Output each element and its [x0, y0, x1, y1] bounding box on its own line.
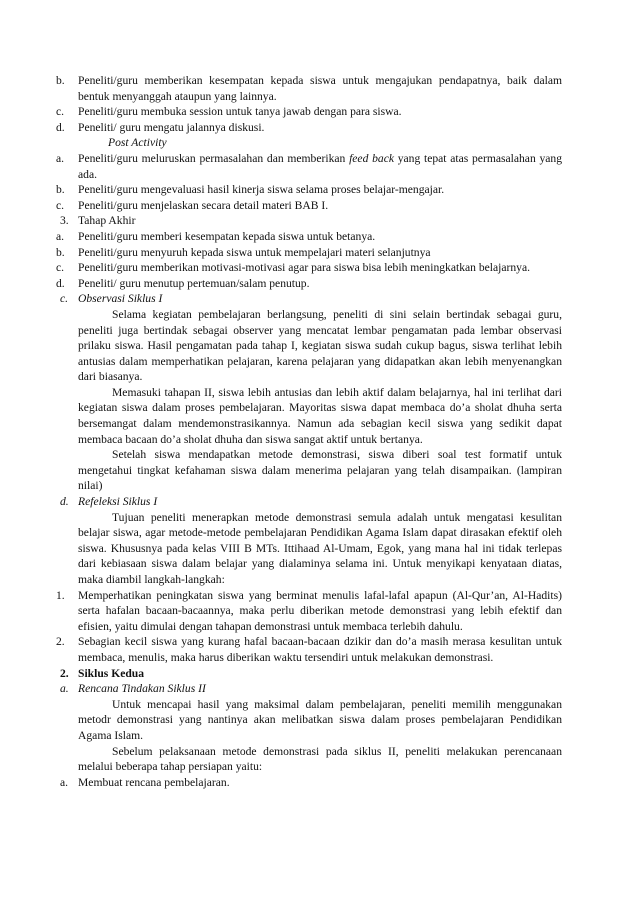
- paragraph: Setelah siswa mendapatkan metode demonstrasi, siswa diberi soal test formatif untuk mengetahui tingkat kefahaman siswa dalam menerima pelajaran yang telah disampaikan. (lampiran nilai): [78, 448, 562, 493]
- list-text: Peneliti/guru mengevaluasi hasil kinerja siswa selama proses belajar-mengajar.: [78, 183, 445, 197]
- text-part: yang tepat atas permasalahan yang ada.: [78, 151, 563, 181]
- list-text: Peneliti/guru menjelaskan secara detail materi BAB I.: [78, 198, 329, 212]
- list-item: [56, 120, 562, 136]
- list-item: [56, 775, 562, 791]
- subheading: Post Activity: [108, 136, 167, 150]
- paragraph: Selama kegiatan pembelajaran berlangsung, peneliti di sini selain bertindak sebagai guru, peneliti juga bertindak sebagai observer yang mencatat lembar pengamatan pada lembar observasi prilaku siswa. Hasil pengamatan pada tahap I, kegiatan siswa sudah cukup bagus, siswa terlihat lebih antusias dalam memperhatikan pelajaran, karena pelajaran yang didapatkan akan lebih menyenangkan dari biasanya.: [78, 307, 562, 384]
- list-marker: a.: [60, 682, 69, 696]
- paragraph: Untuk mencapai hasil yang maksimal dalam pembelajaran, peneliti memilih menggunakan metodr demonstrasi yang nantinya akan melibatkan siswa dalam proses pembelajaran Pendidikan Agama Islam.: [78, 697, 562, 742]
- list-item: [56, 104, 562, 120]
- list-text: Peneliti/guru membuka session untuk tanya jawab dengan para siswa.: [78, 105, 402, 119]
- list-text: Memperhatikan peningkatan siswa yang berminat menulis lafal-lafal apapun (Al-Qur’an, Al-Hadits) serta hafalan bacaan-bacaannya, maka perlu diberikan metode demonstrasi yang lebih efektif dan efisien, yaitu dimulai dengan tahapan demonstrasi untuk membaca terlebih dahulu.: [78, 588, 562, 633]
- list-marker: b.: [56, 74, 65, 87]
- list-item: [56, 198, 562, 214]
- list-text: Peneliti/ guru menutup pertemuan/salam penutup.: [78, 276, 310, 290]
- list-text: Siklus Kedua: [78, 666, 145, 680]
- list-marker: a.: [56, 229, 65, 243]
- list-marker: a.: [60, 775, 69, 789]
- list-marker: c.: [56, 105, 65, 119]
- list-text: Peneliti/guru memberikan motivasi-motivasi agar para siswa bisa lebih meningkatkan belajarnya.: [78, 261, 531, 275]
- list-marker: c.: [60, 292, 69, 306]
- list-item: [56, 245, 562, 261]
- list-item: [56, 291, 562, 307]
- list-marker: 2.: [56, 635, 65, 649]
- list-marker: c.: [56, 261, 65, 275]
- list-marker: a.: [56, 151, 65, 165]
- list-marker: b.: [56, 245, 65, 259]
- list-text: Sebagian kecil siswa yang kurang hafal bacaan-bacaan dzikir dan do’a masih merasa kesulitan untuk membaca, menulis, maka harus diberikan waktu tersendiri untuk melakukan demonstrasi.: [78, 635, 562, 664]
- list-marker: 2.: [60, 666, 69, 680]
- list-item: [56, 666, 562, 682]
- paragraph: Memasuki tahapan II, siswa lebih antusias dan lebih aktif dalam belajarnya, hal ini terlihat dari kegiatan siswa dalam proses pembelajaran. Mayoritas siswa dapat membaca do’a sholat dhuha serta bersemangat dalam mendemonstrasikannya. Namun ada sebagian kecil siswa yang sedikit dapat membaca bacaan do’a sholat dhuha dan siswa sangat aktif untuk bertanya.: [78, 385, 562, 446]
- paragraph: Sebelum pelaksanaan metode demonstrasi pada siklus II, peneliti melakukan perencanaan melalui beberapa tahap persiapan yaitu:: [78, 744, 562, 774]
- list-text: Observasi Siklus I: [78, 292, 163, 306]
- list-item: [56, 213, 562, 229]
- text-part: Peneliti/guru meluruskan permasalahan dan memberikan: [78, 151, 350, 165]
- list-item: [56, 634, 562, 665]
- list-text: Membuat rencana pembelajaran.: [78, 775, 230, 789]
- list-marker: c.: [56, 198, 65, 212]
- list-text: Peneliti/guru menyuruh kepada siswa untuk mempelajari materi selanjutnya: [78, 245, 431, 259]
- list-marker: b.: [56, 183, 65, 197]
- list-item: [56, 681, 562, 697]
- list-text: Tahap Akhir: [78, 214, 136, 228]
- list-item: [56, 73, 562, 104]
- list-item: [56, 276, 562, 292]
- list-text: Peneliti/ guru mengatu jalannya diskusi.: [78, 120, 265, 134]
- list-text: Peneliti/guru memberikan kesempatan kepada siswa untuk mengajukan pendapatnya, baik dalam bentuk menyanggah ataupun yang lainnya.: [78, 74, 562, 103]
- paragraph: Tujuan peneliti menerapkan metode demonstrasi semula adalah untuk mengatasi kesulitan belajar siswa, agar metode-metode pembelajaran Pendidikan Agama Islam dapat dirasakan efektif oleh siswa. Khususnya pada kelas VIII B MTs. Ittihaad Al-Umam, Egok, yang mana hal ini tidak terlepas dari kebiasaan siswa dalam belajar yang dialaminya selama ini. Untuk menyikapi kenyataan diatas, maka diambil langkah-langkah:: [78, 510, 562, 586]
- list-text: [78, 151, 562, 182]
- list-item: [56, 229, 562, 245]
- italic-term: feed back: [349, 151, 394, 165]
- list-marker: d.: [56, 120, 65, 134]
- document-body: [56, 73, 562, 790]
- list-text: Rencana Tindakan Siklus II: [78, 682, 206, 696]
- list-item: [56, 260, 562, 276]
- list-item: [56, 182, 562, 198]
- list-marker: d.: [56, 276, 65, 290]
- list-marker: d.: [60, 495, 69, 509]
- list-item: [56, 588, 562, 635]
- list-marker: 1.: [56, 588, 65, 602]
- list-item: [56, 151, 562, 182]
- list-marker: 3.: [60, 214, 69, 228]
- list-item: [56, 494, 562, 510]
- list-text: Refeleksi Siklus I: [78, 495, 158, 509]
- list-text: Peneliti/guru memberi kesempatan kepada siswa untuk betanya.: [78, 229, 376, 243]
